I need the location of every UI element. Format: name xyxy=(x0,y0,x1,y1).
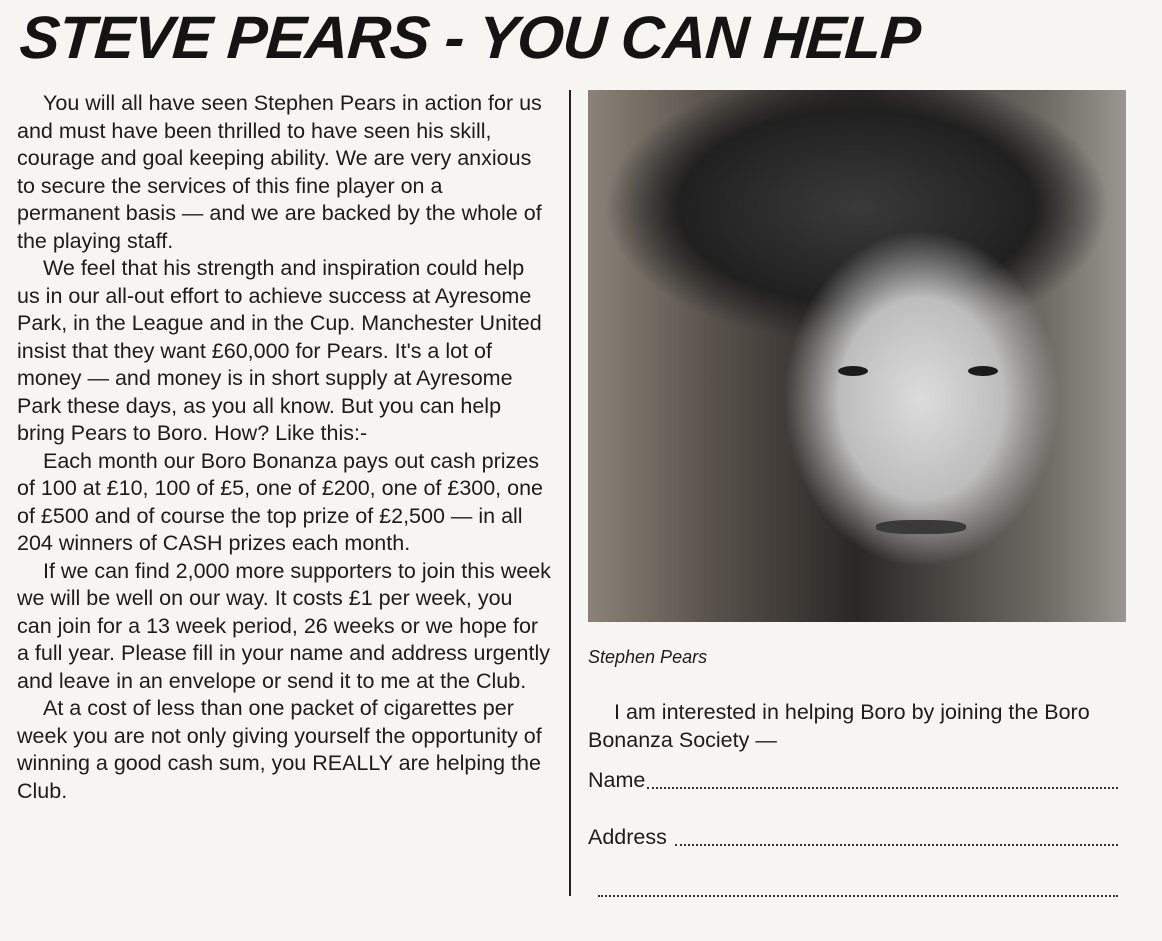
article-paragraph: At a cost of less than one packet of cigarettes per week you are not only giving yourself the opportunity of winning a good cash sum, you REALLY are helping the Club. xyxy=(17,696,542,803)
article-paragraph: You will all have seen Stephen Pears in action for us and must have been thrilled to have seen his skill, courage and goal keeping ability. We are very anxious to secure the services of this fine player on a permanent basis — and we are backed by the whole of the playing staff. xyxy=(17,91,542,253)
address-field[interactable] xyxy=(588,823,1118,851)
portrait-photo xyxy=(588,90,1126,622)
left-eye-shape xyxy=(838,366,868,376)
article-body xyxy=(17,90,551,805)
photo-caption: Stephen Pears xyxy=(588,647,708,667)
form-intro: I am interested in helping Boro by joining the Boro Bonanza Society — xyxy=(588,700,1090,752)
column-divider xyxy=(569,90,571,896)
mouth-shape xyxy=(876,520,966,534)
article-paragraph: We feel that his strength and inspiration could help us in our all-out effort to achieve success at Ayresome Park, in the League and in the Cup. Manchester United insist that they want £60,000 for Pears. It's a lot of money — and money is in short supply at Ayresome Park these days, as you all know. But you can help bring Pears to Boro. How? Like this:- xyxy=(17,256,542,445)
article-paragraph: If we can find 2,000 more supporters to join this week we will be well on our way. It costs £1 per week, you can join for a 13 week period, 26 weeks or we hope for a full year. Please fill in your name and address urgently and leave in an envelope or send it to me at the Club. xyxy=(17,558,551,693)
article-paragraph: Each month our Boro Bonanza pays out cash prizes of 100 at £10, 100 of £5, one of £200, one of £300, one of £500 and of course the top prize of £2,500 — in all 204 winners of CASH prizes each month. xyxy=(17,448,544,555)
address-dotted-line[interactable] xyxy=(675,843,1118,846)
address-label: Address xyxy=(588,825,667,849)
name-dotted-line[interactable] xyxy=(647,786,1118,789)
right-eye-shape xyxy=(968,366,998,376)
headline: STEVE PEARS - YOU CAN HELP xyxy=(17,4,923,71)
name-label: Name xyxy=(588,768,646,792)
address-line-2[interactable] xyxy=(596,874,1118,902)
name-field[interactable] xyxy=(588,766,1118,794)
address-dotted-line-2[interactable] xyxy=(598,894,1118,897)
